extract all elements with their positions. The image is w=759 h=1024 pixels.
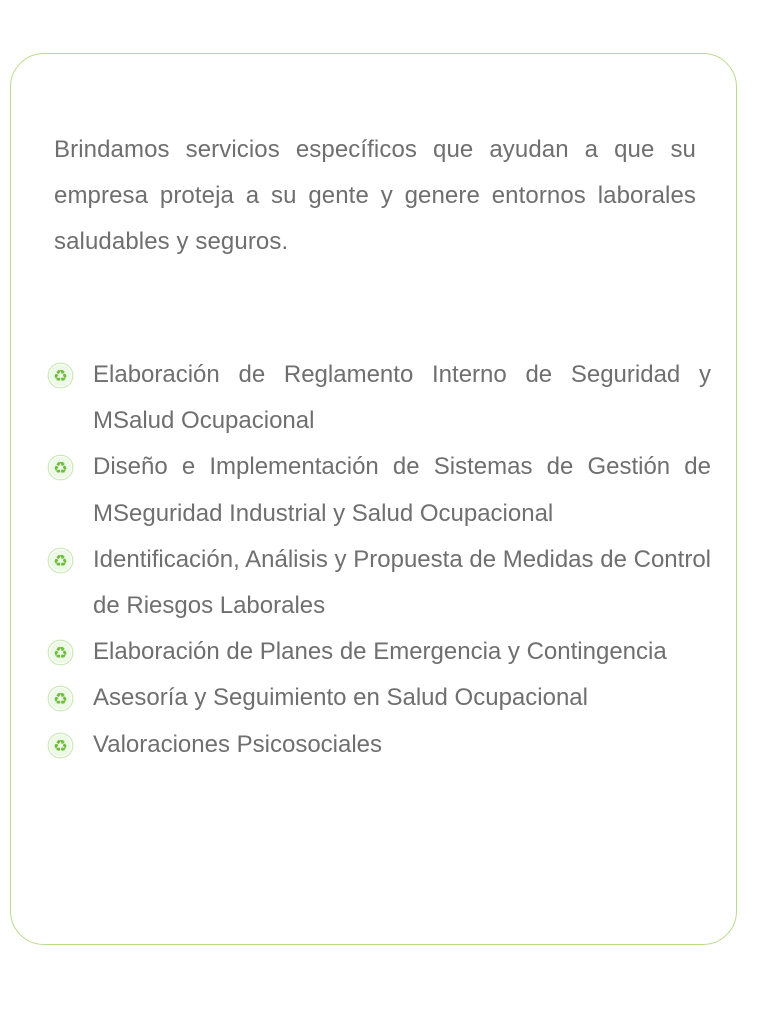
recycle-icon — [47, 362, 74, 389]
services-list — [46, 352, 711, 768]
svg-text:♻: ♻ — [53, 366, 68, 386]
service-label: Diseño e Implementación de Sistemas de Gestión de MSeguridad Industrial y Salud Ocupacional — [93, 453, 711, 527]
service-label: Elaboración de Planes de Emergencia y Contingencia — [93, 638, 667, 666]
svg-text:♻: ♻ — [53, 689, 68, 709]
svg-text:♻: ♻ — [53, 643, 68, 663]
recycle-icon — [47, 685, 74, 712]
service-label: Elaboración de Reglamento Interno de Seguridad y MSalud Ocupacional — [93, 361, 711, 435]
svg-text:♻: ♻ — [53, 735, 68, 755]
svg-text:♻: ♻ — [53, 551, 68, 571]
service-item — [46, 722, 711, 768]
svg-text:♻: ♻ — [53, 458, 68, 478]
service-label: Valoraciones Psicosociales — [93, 730, 383, 758]
recycle-icon — [47, 639, 74, 666]
service-item — [46, 444, 711, 536]
service-item — [46, 675, 711, 721]
service-item — [46, 537, 711, 629]
recycle-icon — [47, 732, 74, 759]
service-label: Identificación, Análisis y Propuesta de Medidas de Control de Riesgos Laborales — [93, 545, 711, 620]
intro-paragraph: Brindamos servicios específicos que ayudan a que su empresa proteja a su gente y genere entornos laborales saludables y seguros. — [54, 136, 696, 255]
service-label: Asesoría y Seguimiento en Salud Ocupacional — [93, 684, 588, 712]
recycle-icon — [47, 547, 74, 574]
service-item — [46, 629, 711, 675]
recycle-icon — [47, 454, 74, 481]
service-item — [46, 352, 711, 444]
